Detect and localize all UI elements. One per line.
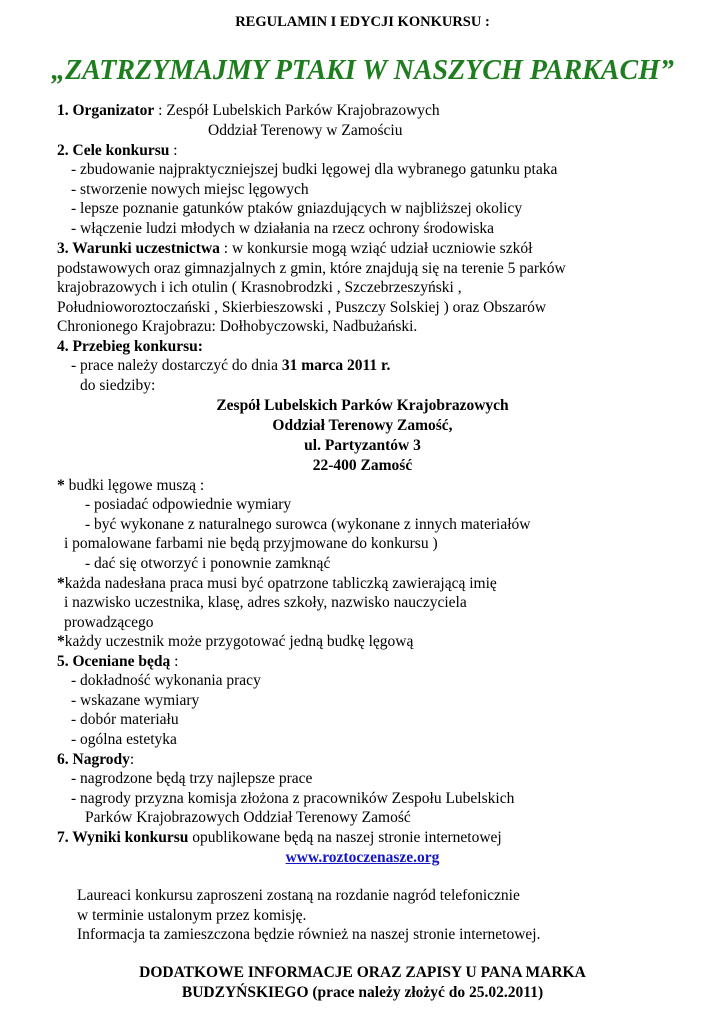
address-line: ul. Partyzantów 3	[304, 437, 421, 454]
procedure-label: 4. Przebieg konkursu:	[57, 338, 203, 355]
star-marker: *	[57, 575, 65, 592]
conditions-line: podstawowych oraz gimnazjalnych z gmin, które znajdują się na terenie 5 parków	[57, 260, 566, 277]
conditions-label: 3. Warunki uczestnictwa	[57, 240, 220, 257]
section-organizer	[57, 101, 440, 121]
requirement-item: - być wykonane z naturalnego surowca (wykonane z innych materiałów	[85, 516, 531, 533]
conditions-line: krajobrazowych i ich otulin ( Krasnobrodzki , Szczebrzeszyński ,	[57, 279, 462, 296]
section-criteria: 5. Oceniane będą :	[57, 653, 179, 670]
goals-label: 2. Cele konkursu	[57, 142, 170, 159]
organizer-separator: :	[154, 102, 167, 119]
criteria-item: - dobór materiału	[71, 711, 179, 728]
conditions-text: : w konkursie mogą wziąć udział uczniowie szkół	[219, 240, 533, 257]
website-link[interactable]: www.roztoczenasze.org	[285, 849, 440, 866]
section-results: 7. Wyniki konkursu opublikowane będą na naszej stronie internetowej	[57, 829, 502, 846]
prizes-item: - nagrodzone będą trzy najlepsze prace	[71, 770, 313, 787]
goals-item: - zbudowanie najpraktyczniejszej budki lęgowej dla wybranego gatunku ptaka	[71, 161, 558, 178]
star-marker: *	[57, 633, 65, 650]
deadline-date: 31 marca 2011 r.	[281, 357, 391, 374]
section-goals	[57, 141, 178, 161]
website-link-row	[0, 848, 725, 868]
results-label: 7. Wyniki konkursu	[57, 829, 189, 846]
requirement-item: - posiadać odpowiednie wymiary	[85, 496, 292, 513]
requirement-item: i pomalowane farbami nie będą przyjmowane do konkursu )	[64, 535, 438, 552]
section-procedure	[57, 337, 203, 357]
prizes-label: 6. Nagrody	[57, 751, 130, 768]
procedure-deadline	[71, 356, 390, 376]
requirement-label-note: *każda nadesłana praca musi być opatrzone tabliczką zawierającą imię	[57, 575, 497, 592]
document-header: REGULAMIN I EDYCJI KONKURSU :	[235, 14, 490, 30]
criteria-label: 5. Oceniane będą	[57, 653, 171, 670]
footer-additional-info: DODATKOWE INFORMACJE ORAZ ZAPISY U PANA MARKA	[139, 964, 586, 981]
organizer-branch: Oddział Terenowy w Zamościu	[208, 122, 403, 139]
requirement-label-note: prowadzącego	[64, 614, 154, 631]
goals-item: - stworzenie nowych miejsc lęgowych	[71, 181, 309, 198]
criteria-item: - ogólna estetyka	[71, 731, 177, 748]
star-marker: *	[57, 477, 65, 494]
criteria-item: - dokładność wykonania pracy	[71, 672, 261, 689]
prizes-item: Parków Krajobrazowych Oddział Terenowy Zamość	[85, 809, 411, 826]
footer-additional-info: BUDZYŃSKIEGO (prace należy złożyć do 25.02.2011)	[181, 984, 544, 1001]
goals-item: - lepsze poznanie gatunków ptaków gniazdujących w najbliższej okolicy	[71, 200, 523, 217]
procedure-destination: do siedziby:	[80, 377, 156, 394]
goals-item: - włączenie ludzi młodych w działania na rzecz ochrony środowiska	[71, 220, 495, 237]
requirements-boxes: * budki lęgowe muszą :	[57, 477, 205, 494]
prizes-item: - nagrody przyzna komisja złożona z pracowników Zespołu Lubelskich	[71, 790, 515, 807]
requirement-one-box: *każdy uczestnik może przygotować jedną budkę lęgową	[57, 633, 414, 650]
address-line: 22-400 Zamość	[312, 457, 413, 474]
requirement-label-note: i nazwisko uczestnika, klasę, adres szkoły, nazwisko nauczyciela	[64, 594, 467, 611]
footer-note: Laureaci konkursu zaproszeni zostaną na rozdanie nagród telefonicznie	[77, 887, 520, 904]
deadline-text: - prace należy dostarczyć do dnia	[71, 357, 282, 374]
criteria-item: - wskazane wymiary	[71, 692, 200, 709]
requirement-item: - dać się otworzyć i ponownie zamknąć	[85, 555, 331, 572]
address-line: Oddział Terenowy Zamość,	[272, 417, 453, 434]
contest-title: „ZATRZYMAJMY PTAKI W NASZYCH PARKACH”	[51, 55, 674, 86]
goals-separator: :	[169, 142, 178, 159]
footer-note: Informacja ta zamieszczona będzie również na naszej stronie internetowej.	[77, 926, 541, 943]
section-conditions	[57, 239, 532, 259]
conditions-line: Chronionego Krajobrazu: Dołhobyczowski, Nadbużański.	[57, 318, 418, 335]
footer-note: w terminie ustalonym przez komisję.	[77, 907, 307, 924]
section-prizes: 6. Nagrody:	[57, 751, 135, 768]
organizer-label: 1. Organizator	[57, 102, 155, 119]
address-line: Zespół Lubelskich Parków Krajobrazowych	[216, 397, 509, 414]
organizer-name: Zespół Lubelskich Parków Krajobrazowych	[166, 102, 440, 119]
conditions-line: Południoworoztoczański , Skierbieszowski , Puszczy Solskiej ) oraz Obszarów	[57, 299, 547, 316]
